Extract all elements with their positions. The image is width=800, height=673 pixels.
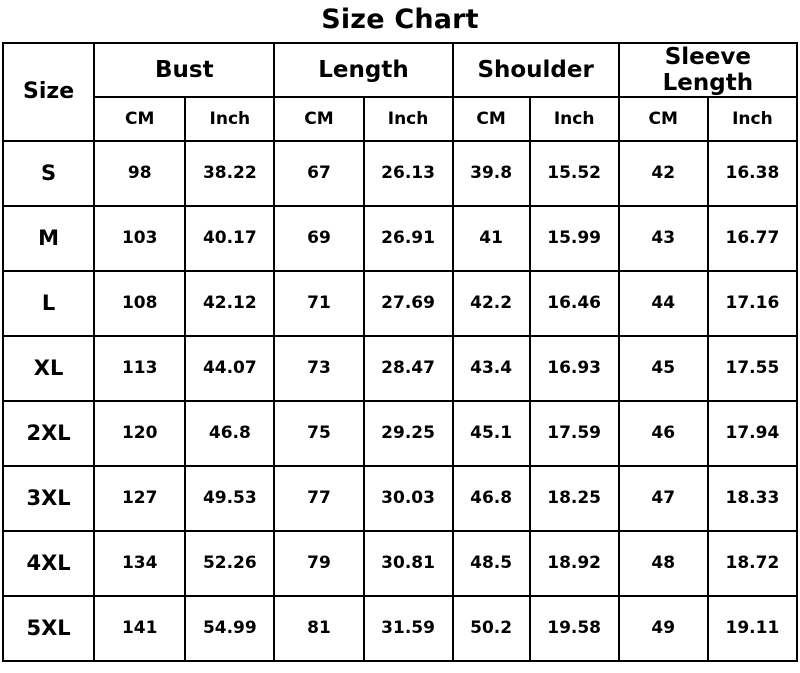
cell-length-inch: 27.69 [364,271,453,336]
cell-sleeve-cm: 44 [619,271,708,336]
cell-bust-inch: 52.26 [185,531,274,596]
table-row [3,336,797,401]
cell-length-inch: 26.13 [364,141,453,206]
cell-length-cm: 77 [274,466,363,531]
cell-bust-cm: 120 [94,401,185,466]
row-size-label: 4XL [3,531,94,596]
group-header-row [3,43,797,97]
cell-bust-cm: 98 [94,141,185,206]
header-group-length: Length [274,43,452,97]
cell-bust-inch: 42.12 [185,271,274,336]
table-row [3,401,797,466]
cell-bust-inch: 46.8 [185,401,274,466]
cell-length-inch: 30.81 [364,531,453,596]
row-size-label: S [3,141,94,206]
cell-shoulder-inch: 16.46 [530,271,619,336]
header-unit-length-cm: CM [274,97,363,141]
cell-length-cm: 73 [274,336,363,401]
cell-sleeve-cm: 49 [619,596,708,661]
cell-sleeve-cm: 42 [619,141,708,206]
table-row [3,206,797,271]
header-unit-bust-inch: Inch [185,97,274,141]
table-row [3,531,797,596]
cell-shoulder-cm: 42.2 [453,271,530,336]
unit-header-row [3,97,797,141]
header-unit-sleeve-inch: Inch [708,97,797,141]
cell-length-inch: 26.91 [364,206,453,271]
row-size-label: M [3,206,94,271]
page-title: Size Chart [321,4,479,35]
cell-bust-cm: 141 [94,596,185,661]
size-chart-table [2,42,798,662]
cell-shoulder-inch: 17.59 [530,401,619,466]
table-header [3,43,797,141]
cell-bust-inch: 38.22 [185,141,274,206]
cell-shoulder-cm: 48.5 [453,531,530,596]
cell-sleeve-cm: 47 [619,466,708,531]
cell-bust-cm: 103 [94,206,185,271]
header-unit-bust-cm: CM [94,97,185,141]
cell-shoulder-cm: 39.8 [453,141,530,206]
cell-length-inch: 31.59 [364,596,453,661]
header-unit-sleeve-cm: CM [619,97,708,141]
cell-bust-cm: 108 [94,271,185,336]
cell-shoulder-inch: 19.58 [530,596,619,661]
cell-bust-inch: 44.07 [185,336,274,401]
cell-sleeve-cm: 48 [619,531,708,596]
header-group-bust: Bust [94,43,274,97]
cell-length-cm: 81 [274,596,363,661]
cell-length-inch: 28.47 [364,336,453,401]
cell-length-cm: 79 [274,531,363,596]
cell-shoulder-inch: 16.93 [530,336,619,401]
table-body [3,141,797,661]
cell-shoulder-cm: 50.2 [453,596,530,661]
header-size: Size [3,43,94,141]
cell-length-cm: 71 [274,271,363,336]
cell-sleeve-inch: 16.38 [708,141,797,206]
row-size-label: 5XL [3,596,94,661]
header-unit-length-inch: Inch [364,97,453,141]
table-row [3,271,797,336]
cell-sleeve-inch: 19.11 [708,596,797,661]
cell-sleeve-inch: 17.16 [708,271,797,336]
cell-shoulder-inch: 15.99 [530,206,619,271]
cell-bust-cm: 113 [94,336,185,401]
cell-sleeve-inch: 18.33 [708,466,797,531]
cell-shoulder-cm: 46.8 [453,466,530,531]
cell-sleeve-inch: 16.77 [708,206,797,271]
row-size-label: XL [3,336,94,401]
row-size-label: 2XL [3,401,94,466]
table-row [3,141,797,206]
header-unit-shoulder-inch: Inch [530,97,619,141]
cell-length-inch: 30.03 [364,466,453,531]
cell-shoulder-cm: 45.1 [453,401,530,466]
cell-bust-cm: 127 [94,466,185,531]
cell-length-cm: 69 [274,206,363,271]
cell-length-cm: 67 [274,141,363,206]
cell-sleeve-inch: 17.55 [708,336,797,401]
cell-shoulder-cm: 43.4 [453,336,530,401]
cell-shoulder-inch: 18.25 [530,466,619,531]
cell-shoulder-inch: 18.92 [530,531,619,596]
header-group-shoulder: Shoulder [453,43,619,97]
cell-sleeve-inch: 17.94 [708,401,797,466]
row-size-label: L [3,271,94,336]
cell-bust-inch: 49.53 [185,466,274,531]
cell-sleeve-inch: 18.72 [708,531,797,596]
cell-sleeve-cm: 45 [619,336,708,401]
cell-shoulder-inch: 15.52 [530,141,619,206]
table-row [3,466,797,531]
header-group-sleeve-length: Sleeve Length [619,43,797,97]
cell-bust-cm: 134 [94,531,185,596]
cell-sleeve-cm: 46 [619,401,708,466]
cell-length-inch: 29.25 [364,401,453,466]
cell-bust-inch: 40.17 [185,206,274,271]
cell-sleeve-cm: 43 [619,206,708,271]
cell-bust-inch: 54.99 [185,596,274,661]
table-row [3,596,797,661]
header-unit-shoulder-cm: CM [453,97,530,141]
cell-shoulder-cm: 41 [453,206,530,271]
row-size-label: 3XL [3,466,94,531]
cell-length-cm: 75 [274,401,363,466]
